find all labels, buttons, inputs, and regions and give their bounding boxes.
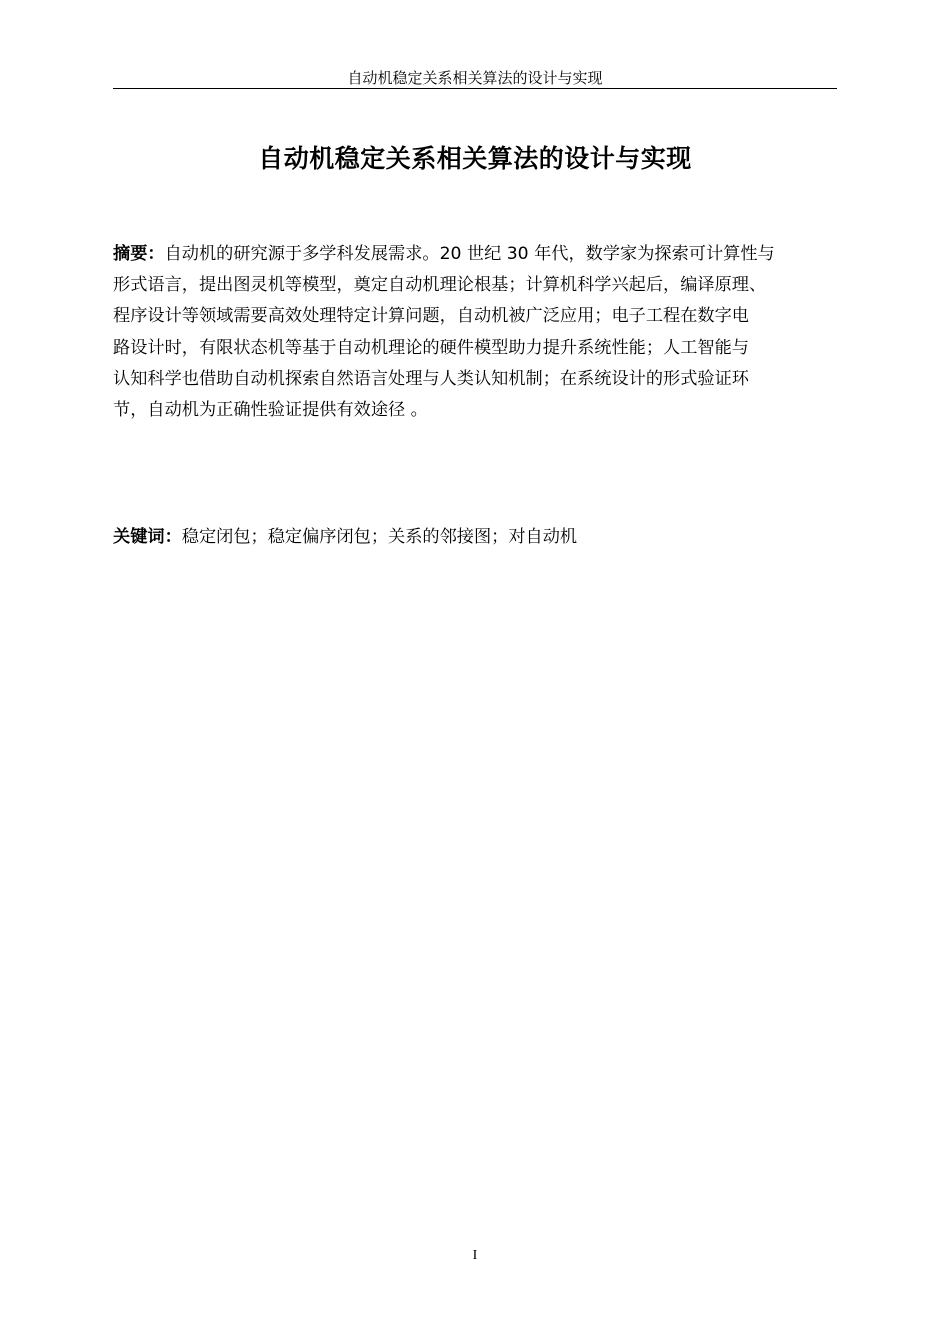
abstract-line-5: 认知科学也借助自动机探索自然语言处理与人类认知机制；在系统设计的形式验证环 (113, 368, 749, 389)
document-title: 自动机稳定关系相关算法的设计与实现 (258, 144, 692, 173)
keywords-label: 关键词： (113, 527, 182, 547)
page-number: I (472, 1248, 478, 1263)
running-header: 自动机稳定关系相关算法的设计与实现 (347, 69, 603, 87)
abstract-line-4: 路设计时，有限状态机等基于自动机理论的硬件模型助力提升系统性能；人工智能与 (113, 337, 749, 358)
abstract-line-1 (113, 239, 840, 270)
abstract-line-2: 形式语言，提出图灵机等模型，奠定自动机理论根基；计算机科学兴起后，编译原理、 (113, 275, 767, 296)
keywords-text: 稳定闭包；稳定偏序闭包；关系的邻接图；对自动机 (181, 527, 578, 547)
abstract-text: 自动机的研究源于多学科发展需求。20 世纪 30 年代，数学家为探索可计算性与 (164, 244, 775, 264)
header-rule (113, 88, 837, 89)
keywords-section (113, 522, 840, 553)
abstract-label: 摘要： (113, 244, 165, 264)
abstract-section (113, 239, 840, 426)
abstract-line-6: 节，自动机为正确性验证提供有效途径 。 (113, 399, 428, 420)
abstract-line-3: 程序设计等领域需要高效处理特定计算问题，自动机被广泛应用；电子工程在数字电 (113, 306, 749, 327)
